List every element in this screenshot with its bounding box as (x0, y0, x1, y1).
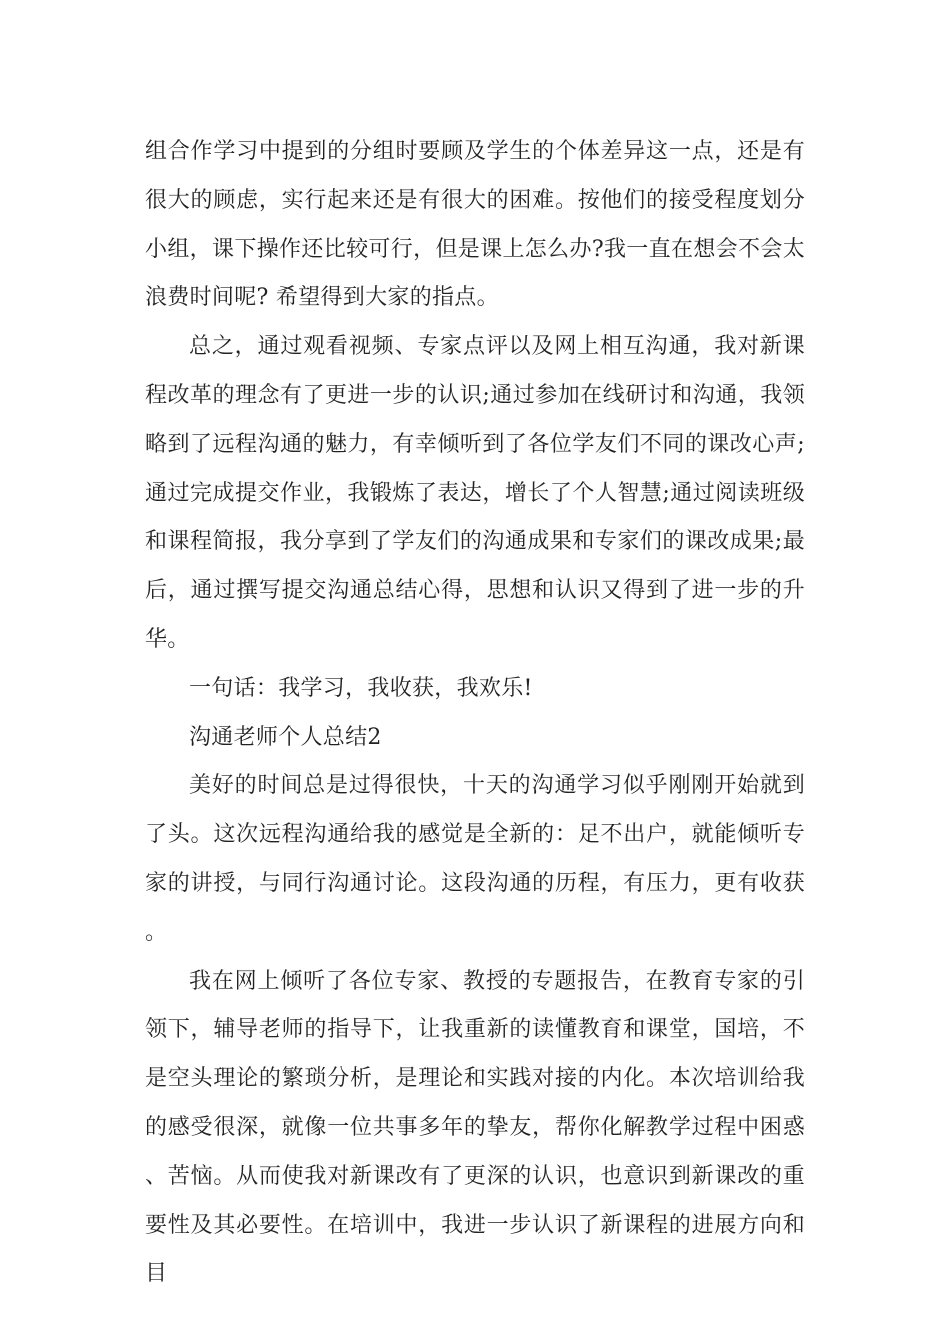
paragraph-summary: 总之，通过观看视频、专家点评以及网上相互沟通，我对新课程改革的理念有了更进一步的认识;通过参加在线研讨和沟通，我领略到了远程沟通的魅力，有幸倾听到了各位学友们不同的课改心声;通过完成提交作业，我锻炼了表达，增长了个人智慧;通过阅读班级和课程简报，我分享到了学友们的沟通成果和专家们的课改成果;最后，通过撰写提交沟通总结心得，思想和认识又得到了进一步的升华。 (145, 334, 805, 652)
paragraph-one-sentence: 一句话：我学习，我收获，我欢乐! (189, 675, 533, 701)
paragraph-training: 我在网上倾听了各位专家、教授的专题报告，在教育专家的引领下，辅导老师的指导下，让我重新的读懂教育和课堂，国培，不是空头理论的繁琐分析，是理论和实践对接的内化。本次培训给我的感受很深，就像一位共事多年的挚友，帮你化解教学过程中困惑、苦恼。从而使我对新课改有了更深的认识，也意识到新课改的重要性及其必要性。在培训中，我进一步认识了新课程的进展方向和目 (145, 968, 805, 1287)
paragraph-intro: 美好的时间总是过得很快，十天的沟通学习似乎刚刚开始就到了头。这次远程沟通给我的感觉是全新的：足不出户，就能倾听专家的讲授，与同行沟通讨论。这段沟通的历程，有压力，更有收获。 (145, 773, 805, 945)
document-body (145, 128, 805, 1299)
paragraph-continuation: 组合作学习中提到的分组时要顾及学生的个体差异这一点，还是有很大的顾虑，实行起来还是有很大的困难。按他们的接受程度划分小组，课下操作还比较可行，但是课上怎么办?我一直在想会不会太浪费时间呢? 希望得到大家的指点。 (145, 139, 805, 311)
section-heading: 沟通老师个人总结2 (189, 724, 382, 750)
